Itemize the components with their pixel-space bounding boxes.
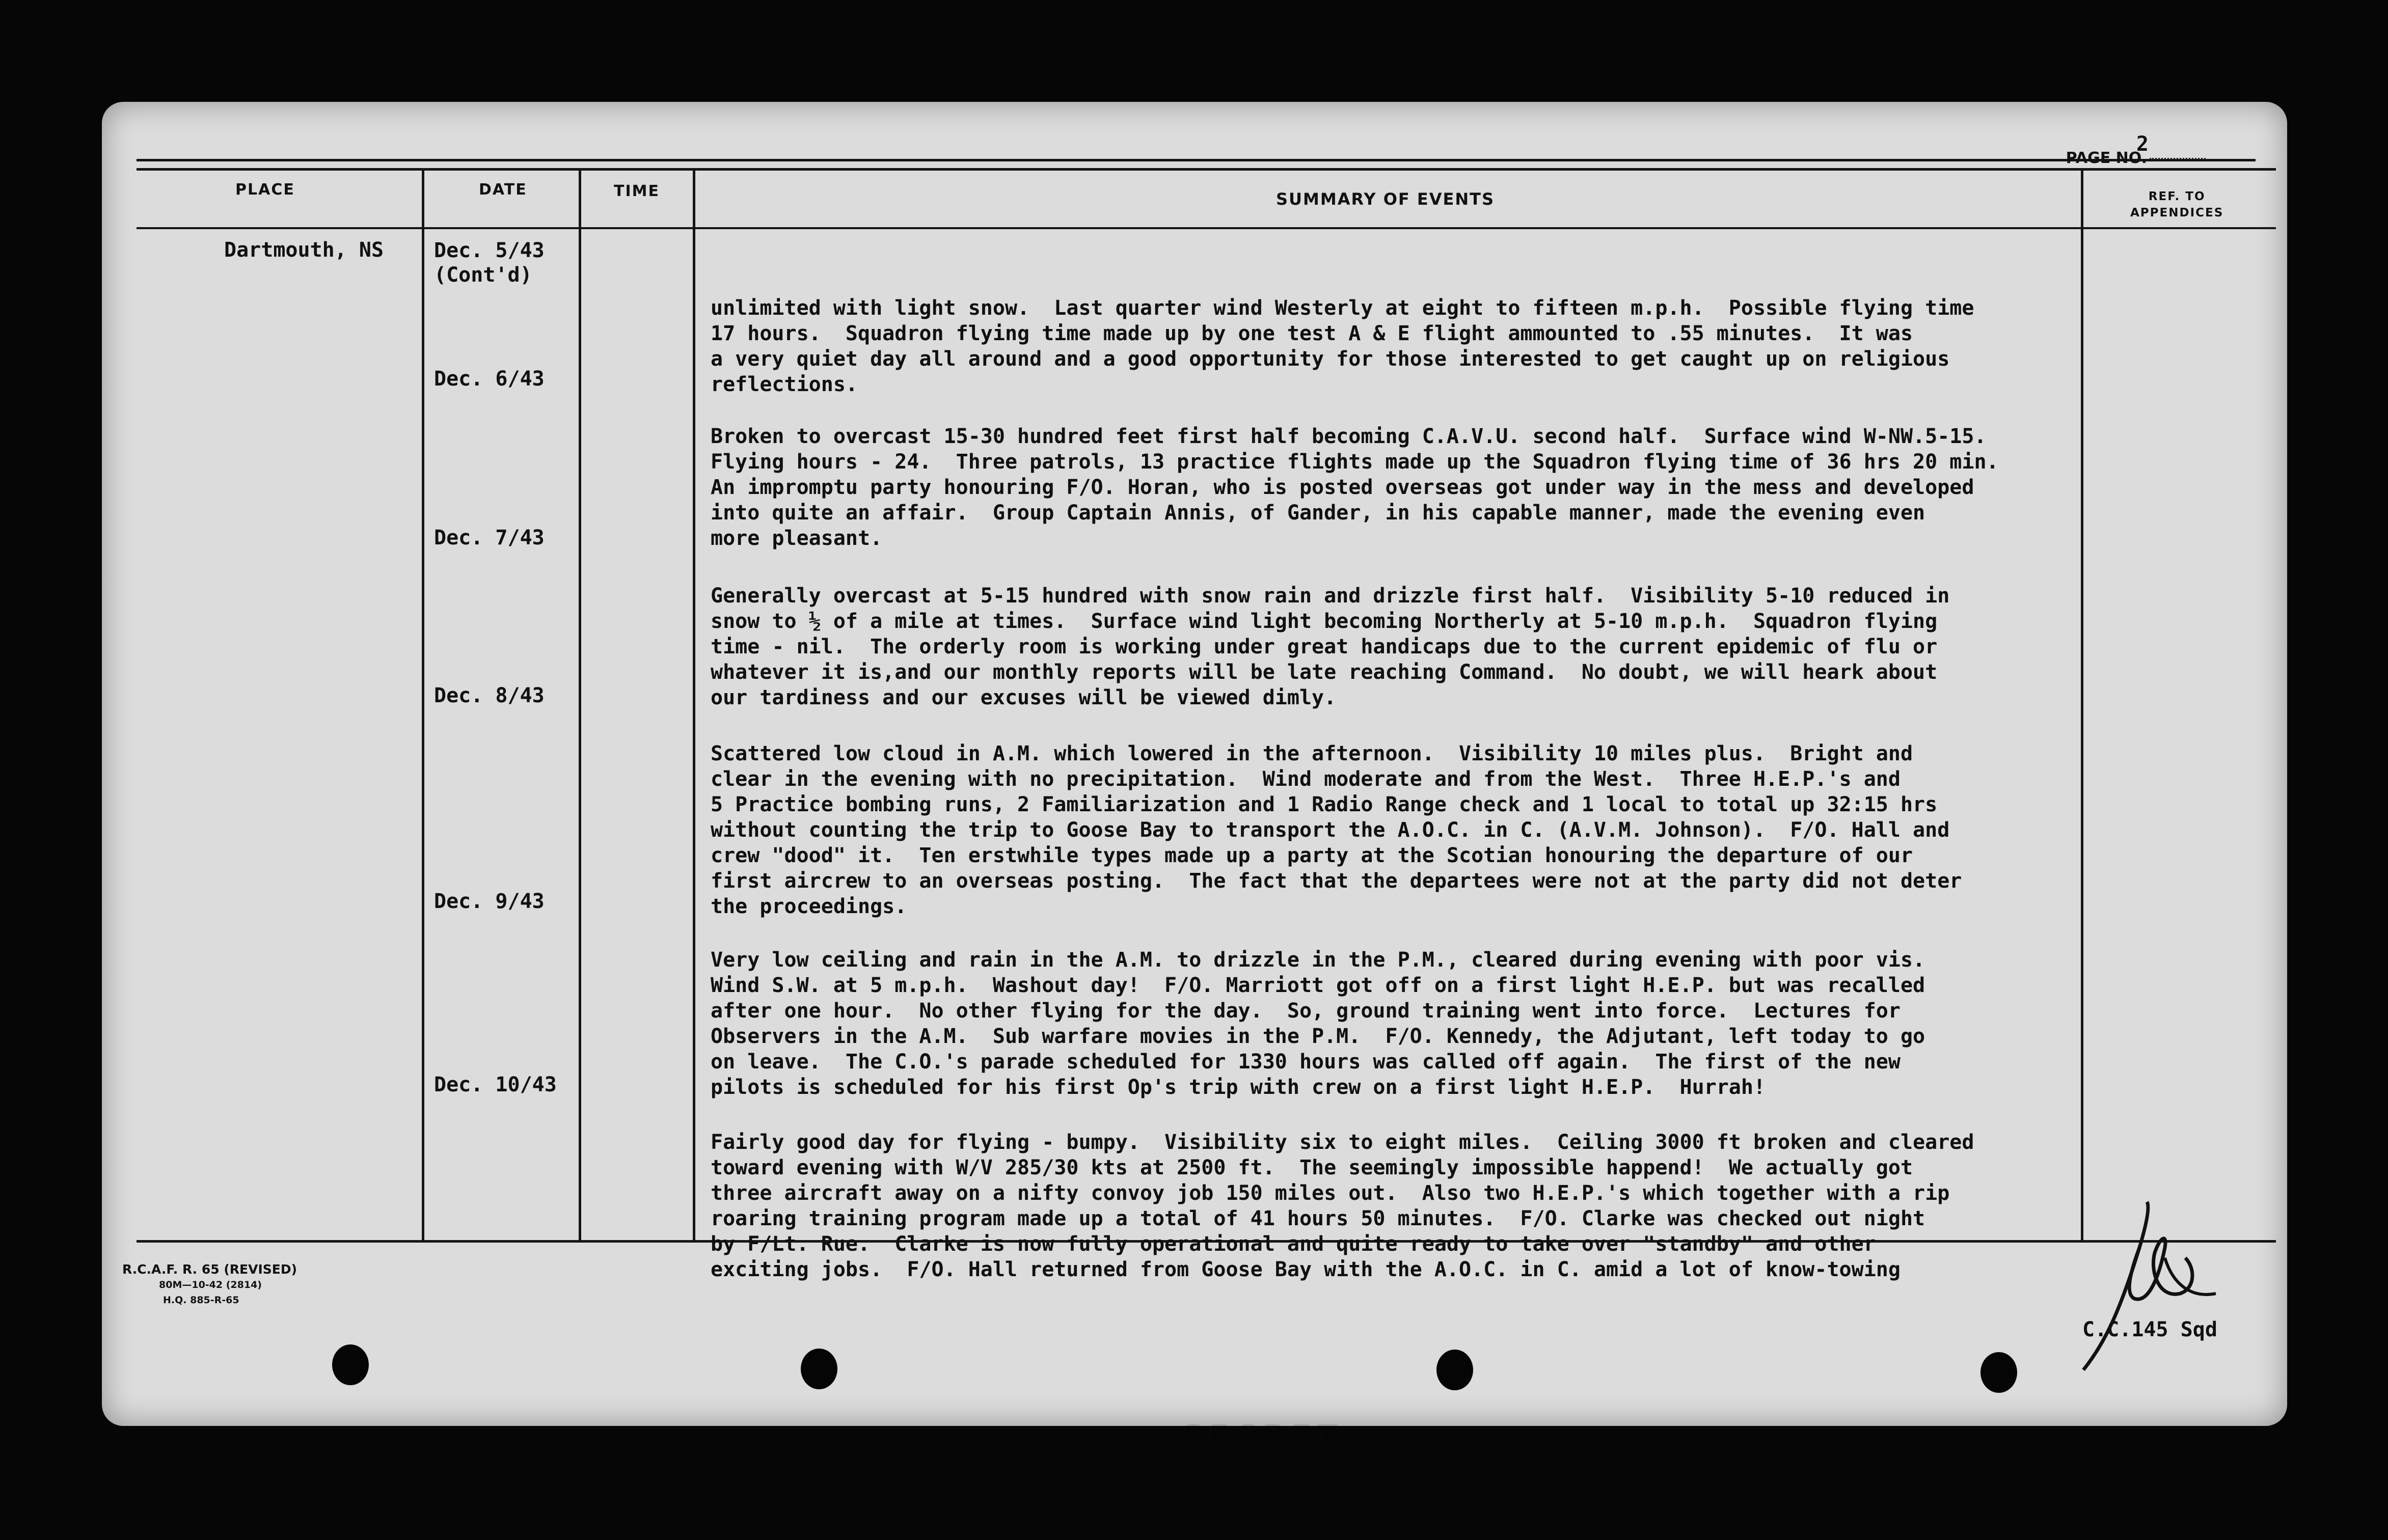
- summary-line: Observers in the A.M. Sub warfare movies in the P.M. F/O. Kennedy, the Adjutant, left today to go: [711, 1025, 1925, 1048]
- page-number-dots: [2150, 158, 2206, 159]
- header-date: DATE: [479, 181, 527, 199]
- summary-line: 17 hours. Squadron flying time made up by one test A & E flight ammounted to .55 minutes. It was: [711, 322, 1913, 345]
- summary-line: 5 Practice bombing runs, 2 Familiarization and 1 Radio Range check and 1 local to total up 32:15 hrs: [711, 793, 1938, 816]
- summary-line: Generally overcast at 5-15 hundred with snow rain and drizzle first half. Visibility 5-10 reduced in: [711, 584, 1950, 608]
- binder-hole: [1436, 1350, 1473, 1390]
- summary-line: crew "dood" it. Ten erstwhile types made up a party at the Scotian honouring the departure of our: [711, 844, 1913, 867]
- summary-line: pilots is scheduled for his first Op's trip with crew on a first light H.E.P. Hurrah!: [711, 1076, 1766, 1099]
- header-top-rule: [137, 168, 2276, 171]
- summary-line: Fairly good day for flying - bumpy. Visibility six to eight miles. Ceiling 3000 ft broken and cleared: [711, 1131, 1974, 1154]
- summary-line: on leave. The C.O.'s parade scheduled for 1330 hours was called off again. The first of the new: [711, 1050, 1901, 1074]
- binder-hole: [801, 1349, 837, 1389]
- signature-title: C.C.145 Sqd: [2082, 1318, 2217, 1341]
- summary-line: An impromptu party honouring F/O. Horan, who is posted overseas got under way in the mess and developed: [711, 476, 1974, 499]
- entry-date-3: Dec. 7/43: [434, 526, 545, 549]
- entry-date-2: Dec. 6/43: [434, 367, 545, 391]
- summary-line: after one hour. No other flying for the day. So, ground training went into force. Lectures for: [711, 999, 1901, 1023]
- summary-line: a very quiet day all around and a good opportunity for those interested to get caught up on religious: [711, 347, 1950, 371]
- header-place: PLACE: [235, 181, 295, 199]
- entry-date-5: Dec. 9/43: [434, 890, 545, 913]
- top-rule: [137, 159, 2256, 161]
- summary-line: unlimited with light snow. Last quarter wind Westerly at eight to fifteen m.p.h. Possible flying time: [711, 296, 1974, 320]
- place-value: Dartmouth, NS: [224, 238, 384, 262]
- entry-date-6: Dec. 10/43: [434, 1073, 557, 1096]
- header-time: TIME: [614, 182, 660, 200]
- form-print-code: 80M—10-42 (2814): [159, 1279, 262, 1290]
- summary-line: Scattered low cloud in A.M. which lowered in the afternoon. Visibility 10 miles plus. Bright and: [711, 742, 1913, 765]
- entry-date-1: Dec. 5/43 (Cont'd): [434, 239, 545, 287]
- form-hq-code: H.Q. 885-R-65: [163, 1295, 239, 1306]
- summary-line: Very low ceiling and rain in the A.M. to drizzle in the P.M., cleared during evening with poor vis.: [711, 948, 1925, 972]
- summary-line: our tardiness and our excuses will be viewed dimly.: [711, 686, 1337, 709]
- page-number: 2: [2136, 132, 2149, 156]
- col-divider-time: [693, 169, 695, 1241]
- summary-line: Broken to overcast 15-30 hundred feet first half becoming C.A.V.U. second half. Surface wind W-NW.5-15.: [711, 425, 1987, 448]
- binder-hole: [332, 1344, 369, 1385]
- summary-line: the proceedings.: [711, 895, 907, 918]
- col-divider-date: [579, 169, 581, 1241]
- summary-line: exciting jobs. F/O. Hall returned from Goose Bay with the A.O.C. in C. amid a lot of know-towing: [711, 1258, 1901, 1281]
- diary-page: [102, 102, 2287, 1454]
- binder-hole: [1980, 1352, 2017, 1393]
- summary-line: Flying hours - 24. Three patrols, 13 practice flights made up the Squadron flying time of 36 hrs 20 min.: [711, 450, 1999, 474]
- summary-line: time - nil. The orderly room is working under great handicaps due to the current epidemic of flu or: [711, 635, 1938, 658]
- summary-line: reflections.: [711, 373, 858, 396]
- header-bottom-rule: [137, 227, 2276, 229]
- form-number: R.C.A.F. R. 65 (REVISED): [122, 1262, 297, 1277]
- summary-line: clear in the evening with no precipitation. Wind moderate and from the West. Three H.E.P.'s and: [711, 767, 1901, 791]
- page-number-label: PAGE NO.: [2066, 149, 2147, 167]
- summary-line: three aircraft away on a nifty convoy job 150 miles out. Also two H.E.P.'s which together with a rip: [711, 1181, 1950, 1205]
- summary-line: first aircrew to an overseas posting. The fact that the departees were not at the party did not deter: [711, 869, 1962, 893]
- col-divider-ref: [2081, 169, 2083, 1241]
- summary-line: without counting the trip to Goose Bay to transport the A.O.C. in C. (A.V.M. Johnson). F/O. Hall and: [711, 818, 1950, 842]
- summary-line: toward evening with W/V 285/30 kts at 2500 ft. The seemingly impossible happend! We actually got: [711, 1156, 1913, 1179]
- summary-line: into quite an affair. Group Captain Annis, of Gander, in his capable manner, made the evening even: [711, 501, 1925, 525]
- summary-line: roaring training program made up a total of 41 hours 50 minutes. F/O. Clarke was checked out night: [711, 1207, 1925, 1230]
- entry-date-4: Dec. 8/43: [434, 684, 545, 707]
- summary-line: whatever it is,and our monthly reports will be late reaching Command. No doubt, we will heark about: [711, 661, 1938, 684]
- col-divider-place: [422, 169, 424, 1241]
- summary-line: snow to ½ of a mile at times. Surface wind light becoming Northerly at 5-10 m.p.h. Squadron flying: [711, 610, 1938, 633]
- header-summary: SUMMARY OF EVENTS: [1276, 189, 1495, 209]
- summary-line: Wind S.W. at 5 m.p.h. Washout day! F/O. Marriott got off on a first light H.E.P. but was recalled: [711, 974, 1925, 997]
- summary-line: by F/Lt. Rue. Clarke is now fully operational and quite ready to take over "standby" and other: [711, 1232, 1876, 1256]
- summary-line: more pleasant.: [711, 527, 883, 550]
- entry-summary-6: [711, 1079, 1974, 1333]
- bleed-through-stamp: SECRET: [1182, 1418, 1343, 1454]
- header-ref-appendices: REF. TO APPENDICES: [2130, 190, 2224, 219]
